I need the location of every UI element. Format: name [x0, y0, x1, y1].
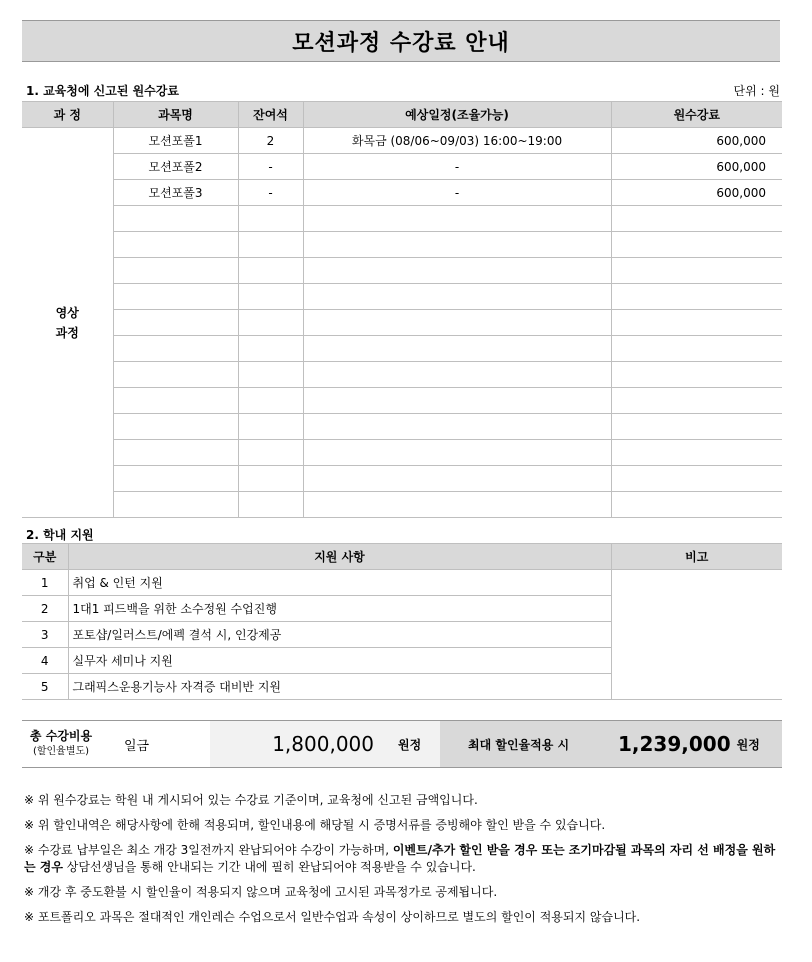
header-item: 지원 사항 [68, 544, 611, 570]
item-cell: 실무자 세미나 지원 [68, 648, 611, 674]
header-subject: 과목명 [113, 102, 238, 128]
subject-cell: 모션포폴3 [113, 180, 238, 206]
course-line2: 과정 [55, 325, 79, 340]
subject-cell: 모션포폴1 [113, 128, 238, 154]
no-cell: 5 [22, 674, 68, 700]
item-cell: 그래픽스운용기능사 자격증 대비반 지원 [68, 674, 611, 700]
header-no: 구분 [22, 544, 68, 570]
support-table-header [22, 544, 782, 570]
fee-cell: 600,000 [611, 154, 782, 180]
empty-row [22, 232, 782, 258]
max-discount-label: 최대 할인율적용 시 [468, 737, 570, 752]
empty-row [22, 336, 782, 362]
total-bar [22, 720, 782, 768]
empty-row [22, 362, 782, 388]
max-discount-amount: 1,239,000 [618, 732, 731, 756]
notes [24, 792, 780, 934]
schedule-cell: 화목금 (08/06~09/03) 16:00~19:00 [303, 128, 611, 154]
note-2: ※ 위 할인내역은 해당사항에 한해 적용되며, 할인내용에 해당될 시 증명서류를 증빙해야 할인 받을 수 있습니다. [24, 818, 606, 832]
total-sub: 일금 [124, 738, 150, 754]
header-note: 비고 [611, 544, 782, 570]
page-title: 모션과정 수강료 안내 [292, 30, 510, 56]
empty-row [22, 440, 782, 466]
seats-cell: 2 [238, 128, 303, 154]
item-cell: 취업 & 인턴 지원 [68, 570, 611, 596]
table-row [22, 128, 782, 154]
no-cell: 3 [22, 622, 68, 648]
header-schedule: 예상일정(조율가능) [303, 102, 611, 128]
header-seats: 잔여석 [238, 102, 303, 128]
section1-heading: 1. 교육청에 신고된 원수강료 [26, 84, 179, 98]
max-discount-box [440, 721, 782, 767]
course-cell [22, 128, 113, 518]
header-course: 과 정 [22, 102, 113, 128]
fee-table-header [22, 102, 782, 128]
note-3-part-c: 상담선생님을 통해 안내되는 기간 내에 필히 완납되어야 적용받을 수 있습니다. [62, 860, 476, 874]
empty-row [22, 414, 782, 440]
empty-row [22, 310, 782, 336]
note-cell [611, 570, 782, 700]
section2-heading: 2. 학내 지원 [26, 528, 94, 542]
no-cell: 1 [22, 570, 68, 596]
table-row [22, 570, 782, 596]
title-bar [22, 20, 780, 62]
total-won: 원정 [380, 721, 440, 767]
seats-cell: - [238, 154, 303, 180]
empty-row [22, 388, 782, 414]
schedule-cell: - [303, 154, 611, 180]
fee-cell: 600,000 [611, 128, 782, 154]
seats-cell: - [238, 180, 303, 206]
note-5: ※ 포트폴리오 과목은 절대적인 개인레슨 수업으로서 일반수업과 속성이 상이하므로 별도의 할인이 적용되지 않습니다. [24, 910, 641, 924]
fee-table [22, 101, 782, 518]
total-label [22, 729, 100, 759]
schedule-cell: - [303, 180, 611, 206]
table-row [22, 154, 782, 180]
max-discount-won: 원정 [736, 737, 760, 752]
note-1: ※ 위 원수강료는 학원 내 게시되어 있는 수강료 기준이며, 교육청에 신고된 금액입니다. [24, 793, 478, 807]
no-cell: 4 [22, 648, 68, 674]
total-label-sub: (할인율별도) [32, 746, 90, 757]
subject-cell: 모션포폴2 [113, 154, 238, 180]
empty-row [22, 492, 782, 518]
note-3-part-a: ※ 수강료 납부일은 최소 개강 3일전까지 완납되어야 수강이 가능하며, [24, 843, 393, 857]
empty-row [22, 258, 782, 284]
header-fee: 원수강료 [611, 102, 782, 128]
empty-row [22, 466, 782, 492]
note-3-bold: 이벤트/추가 할인 받을 경우 또는 조기마감될 과목의 자리 선 배정을 원하는 경우 [24, 843, 776, 874]
no-cell: 2 [22, 596, 68, 622]
fee-cell: 600,000 [611, 180, 782, 206]
total-label-text: 총 수강비용 [29, 729, 93, 743]
total-amount: 1,800,000 [210, 721, 380, 767]
table-row [22, 180, 782, 206]
unit-label: 단위 : 원 [733, 84, 780, 98]
note-4: ※ 개강 후 중도환불 시 할인율이 적용되지 않으며 교육청에 고시된 과목정가로 공제됩니다. [24, 885, 498, 899]
course-line1: 영상 [55, 305, 79, 320]
item-cell: 1대1 피드백을 위한 소수정원 수업진행 [68, 596, 611, 622]
support-table [22, 543, 782, 700]
note-3 [24, 842, 780, 876]
empty-row [22, 206, 782, 232]
item-cell: 포토샵/일러스트/에펙 결석 시, 인강제공 [68, 622, 611, 648]
empty-row [22, 284, 782, 310]
